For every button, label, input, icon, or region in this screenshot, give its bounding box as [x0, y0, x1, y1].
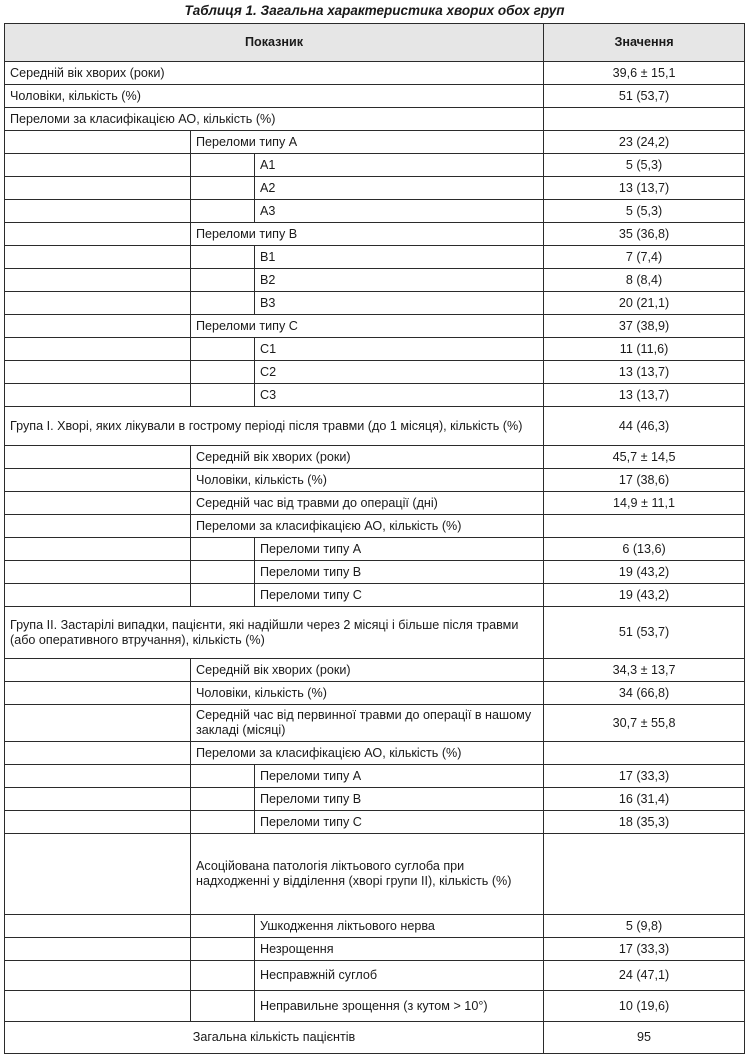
table-row	[5, 659, 745, 682]
row-label: А2	[255, 177, 544, 200]
table-row	[5, 446, 745, 469]
indent-cell	[191, 269, 255, 292]
row-value: 20 (21,1)	[544, 292, 745, 315]
row-label: Середній час від первинної травми до операції в нашому закладі (місяці)	[191, 705, 544, 742]
indent-cell	[191, 384, 255, 407]
row-value: 34 (66,8)	[544, 682, 745, 705]
row-label: Неправильне зрощення (з кутом > 10°)	[255, 991, 544, 1022]
row-value: 39,6 ± 15,1	[544, 62, 745, 85]
row-value: 10 (19,6)	[544, 991, 745, 1022]
table-row	[5, 269, 745, 292]
table-body	[5, 62, 745, 1054]
row-value: 45,7 ± 14,5	[544, 446, 745, 469]
row-label: Чоловіки, кількість (%)	[5, 85, 544, 108]
row-label: Переломи типу А	[255, 765, 544, 788]
row-value: 5 (9,8)	[544, 915, 745, 938]
row-value	[544, 742, 745, 765]
table-row	[5, 682, 745, 705]
row-label: Середній вік хворих (роки)	[5, 62, 544, 85]
row-value: 17 (38,6)	[544, 469, 745, 492]
indent-cell	[191, 961, 255, 991]
indent-cell	[5, 788, 191, 811]
indent-cell	[5, 131, 191, 154]
table-row	[5, 223, 745, 246]
table-row	[5, 607, 745, 659]
table-row	[5, 292, 745, 315]
row-label: Чоловіки, кількість (%)	[191, 469, 544, 492]
row-value: 44 (46,3)	[544, 407, 745, 446]
row-value: 8 (8,4)	[544, 269, 745, 292]
row-value: 5 (5,3)	[544, 200, 745, 223]
indent-cell	[191, 584, 255, 607]
indent-cell	[191, 788, 255, 811]
row-label: Чоловіки, кількість (%)	[191, 682, 544, 705]
table-row	[5, 705, 745, 742]
indent-cell	[5, 200, 191, 223]
row-label: В1	[255, 246, 544, 269]
table-row	[5, 584, 745, 607]
table-row	[5, 538, 745, 561]
row-value: 23 (24,2)	[544, 131, 745, 154]
indent-cell	[5, 338, 191, 361]
row-label: А3	[255, 200, 544, 223]
table-row	[5, 811, 745, 834]
indent-cell	[191, 338, 255, 361]
table-row	[5, 338, 745, 361]
row-label: Переломи типу В	[255, 561, 544, 584]
indent-cell	[5, 765, 191, 788]
row-label: Середній вік хворих (роки)	[191, 446, 544, 469]
row-value: 51 (53,7)	[544, 85, 745, 108]
indent-cell	[191, 177, 255, 200]
row-label: Переломи за класифікацією АО, кількість (%)	[191, 515, 544, 538]
row-value: 34,3 ± 13,7	[544, 659, 745, 682]
row-value: 19 (43,2)	[544, 561, 745, 584]
row-value: 17 (33,3)	[544, 938, 745, 961]
row-value: 13 (13,7)	[544, 361, 745, 384]
table-row	[5, 177, 745, 200]
table-row	[5, 62, 745, 85]
row-label: Середній час від травми до операції (дні)	[191, 492, 544, 515]
table-row	[5, 361, 745, 384]
indent-cell	[5, 361, 191, 384]
table-row	[5, 765, 745, 788]
row-label: Група І. Хворі, яких лікували в гострому періоді після травми (до 1 місяця), кількість (%)	[5, 407, 544, 446]
table-row	[5, 315, 745, 338]
row-label: Незрощення	[255, 938, 544, 961]
indent-cell	[191, 765, 255, 788]
row-label: Переломи типу С	[255, 811, 544, 834]
row-label: С3	[255, 384, 544, 407]
table-row	[5, 515, 745, 538]
row-value: 24 (47,1)	[544, 961, 745, 991]
indent-cell	[191, 561, 255, 584]
row-value	[544, 834, 745, 915]
table-row	[5, 961, 745, 991]
row-label: Переломи за класифікацією АО, кількість (%)	[191, 742, 544, 765]
indent-cell	[5, 742, 191, 765]
indent-cell	[191, 200, 255, 223]
row-value: 14,9 ± 11,1	[544, 492, 745, 515]
table-row	[5, 742, 745, 765]
row-value: 13 (13,7)	[544, 177, 745, 200]
indent-cell	[191, 938, 255, 961]
row-label: Переломи типу А	[255, 538, 544, 561]
row-value: 16 (31,4)	[544, 788, 745, 811]
row-label: А1	[255, 154, 544, 177]
row-value: 13 (13,7)	[544, 384, 745, 407]
table-row	[5, 834, 745, 915]
table-row	[5, 407, 745, 446]
total-label: Загальна кількість пацієнтів	[5, 1022, 544, 1054]
row-label: В2	[255, 269, 544, 292]
row-label: Асоційована патологія ліктьового суглоба при надходженні у відділення (хворі групи ІІ), кількість (%)	[191, 834, 544, 915]
row-value: 17 (33,3)	[544, 765, 745, 788]
table-row	[5, 85, 745, 108]
table-caption: Таблиця 1. Загальна характеристика хворих обох груп	[184, 3, 565, 18]
row-label: Переломи типу В	[191, 223, 544, 246]
row-value: 37 (38,9)	[544, 315, 745, 338]
table-row	[5, 108, 745, 131]
row-label: Група ІІ. Застарілі випадки, пацієнти, які надійшли через 2 місяці і більше після травми (або оперативного втручання), кількість (%)	[5, 607, 544, 659]
table-row	[5, 938, 745, 961]
indent-cell	[5, 269, 191, 292]
indent-cell	[5, 915, 191, 938]
indent-cell	[5, 561, 191, 584]
table-row	[5, 1022, 745, 1054]
row-label: Переломи типу В	[255, 788, 544, 811]
row-label: Переломи типу С	[255, 584, 544, 607]
row-value: 6 (13,6)	[544, 538, 745, 561]
indent-cell	[5, 811, 191, 834]
indent-cell	[5, 177, 191, 200]
row-value: 11 (11,6)	[544, 338, 745, 361]
row-label: Переломи типу А	[191, 131, 544, 154]
indent-cell	[5, 315, 191, 338]
table-row	[5, 469, 745, 492]
indent-cell	[5, 469, 191, 492]
indent-cell	[5, 961, 191, 991]
table-row	[5, 131, 745, 154]
table-row	[5, 788, 745, 811]
indent-cell	[5, 154, 191, 177]
header-value: Значення	[544, 24, 745, 62]
row-value	[544, 108, 745, 131]
indent-cell	[191, 991, 255, 1022]
header-indicator: Показник	[5, 24, 544, 62]
indent-cell	[191, 246, 255, 269]
row-value: 95	[544, 1022, 745, 1054]
row-label: Несправжній суглоб	[255, 961, 544, 991]
table-row	[5, 915, 745, 938]
row-label: В3	[255, 292, 544, 315]
indent-cell	[5, 492, 191, 515]
row-value: 18 (35,3)	[544, 811, 745, 834]
row-value: 5 (5,3)	[544, 154, 745, 177]
table-row	[5, 492, 745, 515]
indent-cell	[191, 361, 255, 384]
row-label: С1	[255, 338, 544, 361]
row-label: С2	[255, 361, 544, 384]
row-value: 19 (43,2)	[544, 584, 745, 607]
table-row	[5, 200, 745, 223]
indent-cell	[5, 584, 191, 607]
indent-cell	[5, 991, 191, 1022]
table-row	[5, 991, 745, 1022]
row-value	[544, 515, 745, 538]
indent-cell	[191, 538, 255, 561]
indent-cell	[191, 915, 255, 938]
table-row	[5, 561, 745, 584]
indent-cell	[5, 223, 191, 246]
indent-cell	[5, 515, 191, 538]
row-value: 35 (36,8)	[544, 223, 745, 246]
indent-cell	[5, 682, 191, 705]
indent-cell	[5, 384, 191, 407]
indent-cell	[191, 154, 255, 177]
table-row	[5, 246, 745, 269]
row-value: 30,7 ± 55,8	[544, 705, 745, 742]
indent-cell	[5, 446, 191, 469]
row-label: Середній вік хворих (роки)	[191, 659, 544, 682]
row-label: Переломи типу С	[191, 315, 544, 338]
table-row	[5, 154, 745, 177]
indent-cell	[5, 834, 191, 915]
indent-cell	[191, 811, 255, 834]
characteristics-table	[4, 23, 745, 1054]
row-value: 7 (7,4)	[544, 246, 745, 269]
indent-cell	[5, 246, 191, 269]
indent-cell	[5, 292, 191, 315]
row-label: Ушкодження ліктьового нерва	[255, 915, 544, 938]
row-value: 51 (53,7)	[544, 607, 745, 659]
table-header-row	[5, 24, 745, 62]
indent-cell	[5, 659, 191, 682]
table-row	[5, 384, 745, 407]
indent-cell	[5, 938, 191, 961]
indent-cell	[191, 292, 255, 315]
indent-cell	[5, 538, 191, 561]
indent-cell	[5, 705, 191, 742]
row-label: Переломи за класифікацією АО, кількість (%)	[5, 108, 544, 131]
